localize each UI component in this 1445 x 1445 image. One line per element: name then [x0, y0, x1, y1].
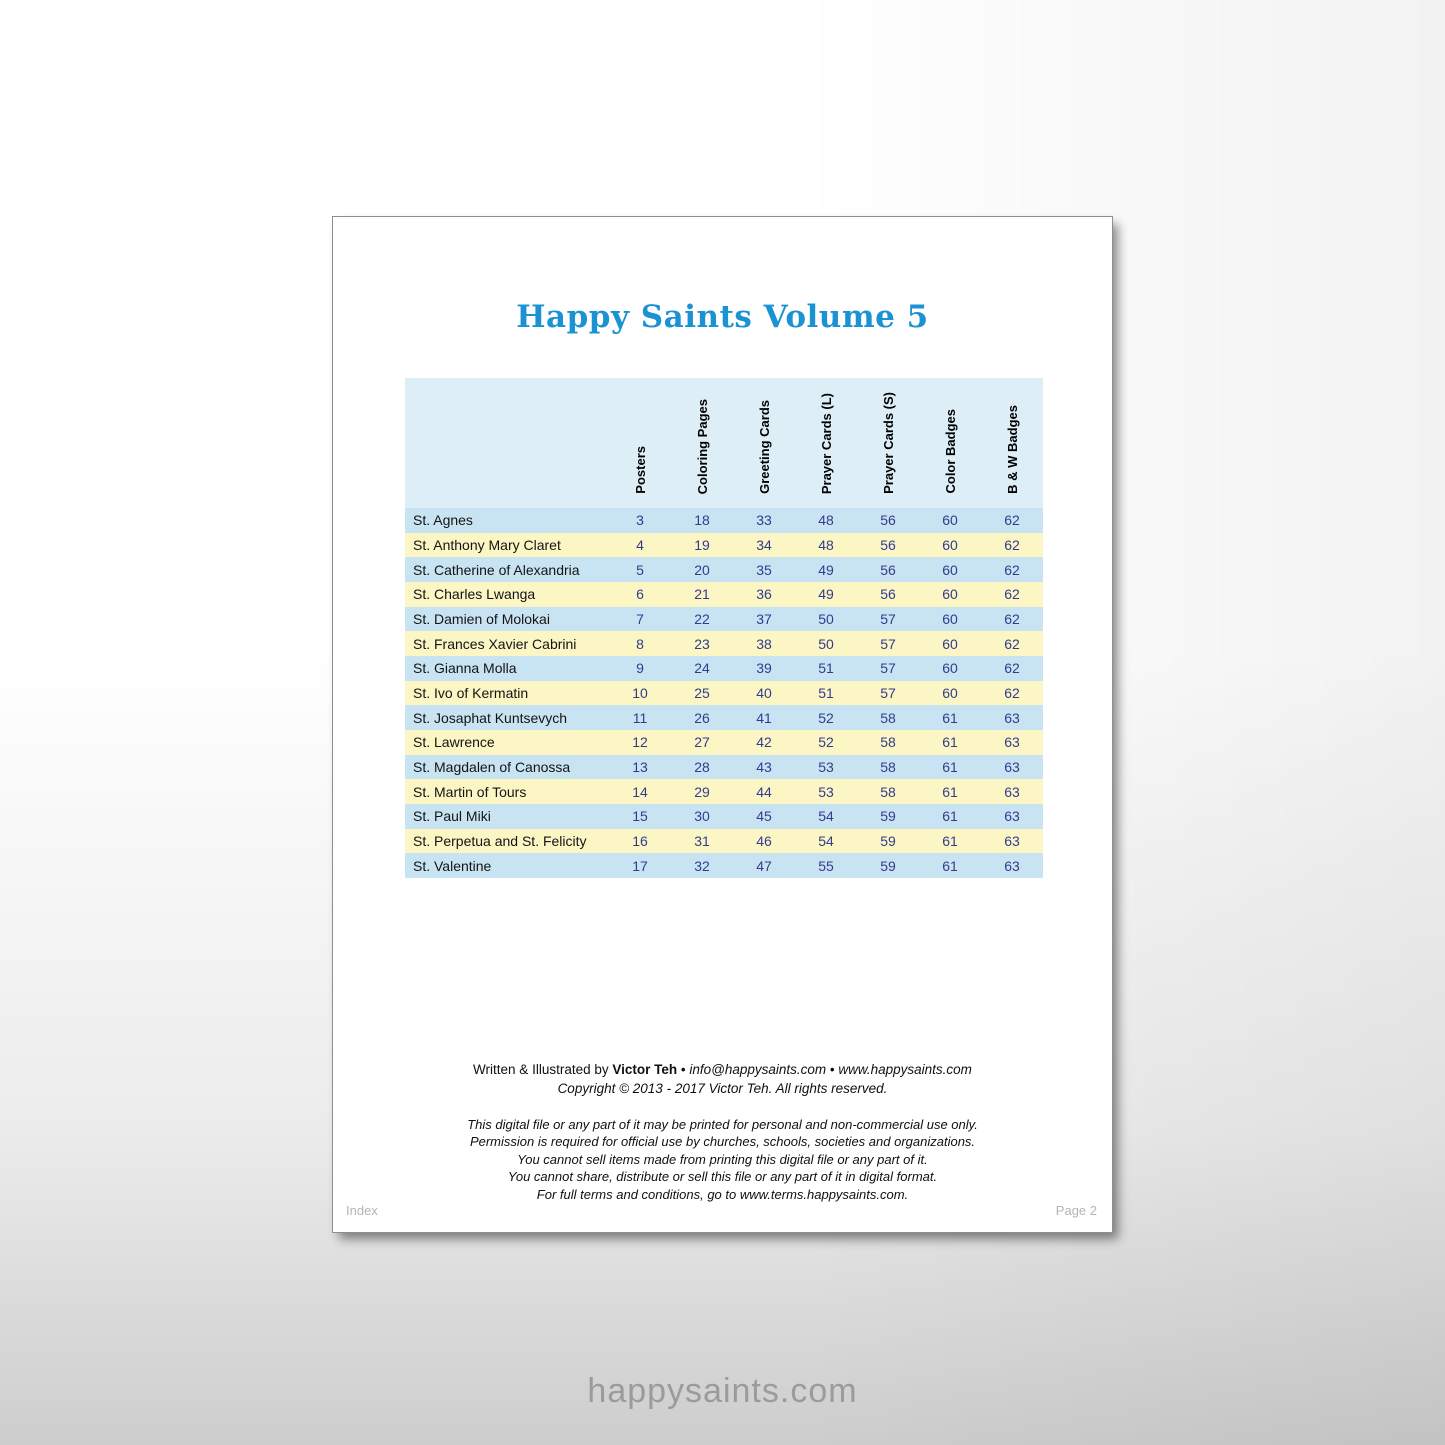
saint-name: St. Anthony Mary Claret	[413, 536, 561, 553]
table-row	[405, 804, 1043, 829]
page-number-cell: 62	[1004, 684, 1020, 701]
page-number-cell: 61	[942, 783, 958, 800]
table-row	[405, 755, 1043, 780]
table-row	[405, 656, 1043, 681]
saint-name: St. Josaphat Kuntsevych	[413, 709, 568, 726]
column-header-label: Posters	[632, 446, 648, 494]
page-number-cell: 4	[636, 536, 644, 553]
page-number-cell: 35	[756, 561, 772, 578]
table-row	[405, 779, 1043, 804]
page-number-cell: 6	[636, 586, 644, 603]
page-number-cell: 21	[694, 586, 710, 603]
terms-line: Permission is required for official use by churches, schools, societies and organizations.	[469, 1134, 976, 1150]
column-header-label: Coloring Pages	[694, 398, 710, 494]
page-number-cell: 32	[694, 857, 710, 874]
page-number-cell: 42	[756, 734, 772, 751]
saint-name: St. Paul Miki	[413, 808, 491, 825]
page-number-cell: 59	[880, 857, 896, 874]
credits-author: Victor Teh	[612, 1062, 678, 1077]
page-number-cell: 63	[1004, 857, 1020, 874]
table-row	[405, 607, 1043, 632]
page-number-cell: 53	[818, 783, 834, 800]
page-number-cell: 41	[756, 709, 772, 726]
page-number-cell: 63	[1004, 808, 1020, 825]
page-number-cell: 52	[818, 709, 834, 726]
page-number-cell: 49	[818, 561, 834, 578]
document-page	[332, 216, 1113, 1233]
page-number-cell: 26	[694, 709, 710, 726]
page-number-cell: 61	[942, 758, 958, 775]
credits-block	[333, 1061, 1112, 1098]
page-number-cell: 51	[818, 684, 834, 701]
table-row	[405, 582, 1043, 607]
table-row	[405, 557, 1043, 582]
page-number-cell: 12	[632, 734, 648, 751]
page-number-cell: 60	[942, 635, 958, 652]
footer-section-label: Index	[346, 1203, 378, 1218]
saint-name: St. Magdalen of Canossa	[413, 758, 571, 775]
terms-block	[333, 1116, 1112, 1203]
page-number-cell: 62	[1004, 586, 1020, 603]
page-number-cell: 20	[694, 561, 710, 578]
credits-separator: •	[677, 1062, 690, 1077]
credits-website: www.happysaints.com	[838, 1062, 972, 1077]
page-number-cell: 61	[942, 709, 958, 726]
page-number-cell: 22	[694, 610, 710, 627]
table-row	[405, 533, 1043, 558]
page-number-cell: 27	[694, 734, 710, 751]
saint-name: St. Charles Lwanga	[413, 586, 536, 603]
page-number-cell: 8	[636, 635, 644, 652]
table-row	[405, 631, 1043, 656]
watermark-text: happysaints.com	[587, 1372, 858, 1410]
page-number-cell: 61	[942, 857, 958, 874]
page-number-cell: 62	[1004, 512, 1020, 529]
page-number-cell: 43	[756, 758, 772, 775]
saint-name: St. Frances Xavier Cabrini	[413, 635, 577, 652]
page-number-cell: 36	[756, 586, 772, 603]
page-number-cell: 48	[818, 512, 834, 529]
page-number-cell: 50	[818, 635, 834, 652]
page-number-cell: 63	[1004, 758, 1020, 775]
page-number-cell: 40	[756, 684, 772, 701]
page-number-cell: 49	[818, 586, 834, 603]
page-number-cell: 62	[1004, 635, 1020, 652]
page-number-cell: 54	[818, 832, 834, 849]
table-row	[405, 853, 1043, 878]
table-row	[405, 508, 1043, 533]
page-number-cell: 31	[694, 832, 710, 849]
terms-line: You cannot sell items made from printing this digital file or any part of it.	[517, 1151, 928, 1167]
page-number-cell: 50	[818, 610, 834, 627]
page-number-cell: 56	[880, 536, 896, 553]
credits-email: info@happysaints.com	[689, 1062, 827, 1077]
page-number-cell: 62	[1004, 660, 1020, 677]
page-number-cell: 62	[1004, 610, 1020, 627]
page-number-cell: 33	[756, 512, 772, 529]
credits-separator: •	[826, 1062, 839, 1077]
saint-name: St. Perpetua and St. Felicity	[413, 832, 587, 849]
terms-line: For full terms and conditions, go to www.terms.happysaints.com.	[536, 1186, 909, 1202]
page-number-cell: 28	[694, 758, 710, 775]
page-number-cell: 58	[880, 783, 896, 800]
header-name-spacer	[405, 378, 609, 508]
page-number-cell: 63	[1004, 832, 1020, 849]
page-number-cell: 58	[880, 709, 896, 726]
terms-line: You cannot share, distribute or sell this file or any part of it in digital format.	[507, 1169, 938, 1185]
page-number-cell: 13	[632, 758, 648, 775]
page-title: Happy Saints Volume 5	[516, 299, 929, 335]
page-number-cell: 61	[942, 734, 958, 751]
page-number-cell: 47	[756, 857, 772, 874]
page-number-cell: 52	[818, 734, 834, 751]
page-number-cell: 5	[636, 561, 644, 578]
page-number-cell: 60	[942, 660, 958, 677]
footer-page-number: Page 2	[1055, 1203, 1097, 1218]
page-number-cell: 61	[942, 808, 958, 825]
page-number-cell: 30	[694, 808, 710, 825]
page-number-cell: 60	[942, 610, 958, 627]
page-number-cell: 63	[1004, 709, 1020, 726]
page-number-cell: 16	[632, 832, 648, 849]
page-number-cell: 60	[942, 536, 958, 553]
index-table	[405, 378, 1043, 878]
page-number-cell: 11	[632, 709, 648, 726]
column-header	[981, 378, 1043, 508]
column-header-label: B & W Badges	[1004, 405, 1020, 494]
table-row	[405, 681, 1043, 706]
page-number-cell: 57	[880, 660, 896, 677]
column-header-label: Prayer Cards (L)	[818, 392, 834, 494]
page-number-cell: 61	[942, 832, 958, 849]
page-number-cell: 15	[632, 808, 648, 825]
page-number-cell: 10	[632, 684, 648, 701]
column-header	[857, 378, 919, 508]
column-header-label: Prayer Cards (S)	[880, 392, 896, 494]
saint-name: St. Martin of Tours	[413, 783, 527, 800]
column-header	[609, 378, 671, 508]
page-number-cell: 63	[1004, 783, 1020, 800]
page-number-cell: 54	[818, 808, 834, 825]
page-number-cell: 23	[694, 635, 710, 652]
page-number-cell: 46	[756, 832, 772, 849]
column-header	[733, 378, 795, 508]
page-number-cell: 24	[694, 660, 710, 677]
page-number-cell: 39	[756, 660, 772, 677]
table-row	[405, 705, 1043, 730]
page-number-cell: 44	[756, 783, 772, 800]
table-header-row	[405, 378, 1043, 508]
page-number-cell: 25	[694, 684, 710, 701]
page-footer	[346, 1203, 1097, 1218]
page-number-cell: 59	[880, 808, 896, 825]
table-row	[405, 730, 1043, 755]
page-number-cell: 17	[632, 857, 648, 874]
credits-line	[333, 1061, 1112, 1080]
page-number-cell: 55	[818, 857, 834, 874]
page-number-cell: 57	[880, 610, 896, 627]
page-number-cell: 37	[756, 610, 772, 627]
copyright-text: Copyright © 2013 - 2017 Victor Teh. All rights reserved.	[557, 1080, 888, 1096]
saint-name: St. Ivo of Kermatin	[413, 684, 529, 701]
page-number-cell: 29	[694, 783, 710, 800]
page-number-cell: 62	[1004, 536, 1020, 553]
page-number-cell: 14	[632, 783, 648, 800]
page-number-cell: 60	[942, 512, 958, 529]
page-number-cell: 59	[880, 832, 896, 849]
page-number-cell: 38	[756, 635, 772, 652]
column-header-label: Color Badges	[942, 409, 958, 494]
saint-name: St. Lawrence	[413, 734, 495, 751]
page-number-cell: 56	[880, 512, 896, 529]
page-number-cell: 60	[942, 684, 958, 701]
table-row	[405, 829, 1043, 854]
page-number-cell: 48	[818, 536, 834, 553]
column-header-label: Greeting Cards	[756, 400, 772, 494]
page-number-cell: 57	[880, 635, 896, 652]
saint-name: St. Valentine	[413, 857, 492, 874]
column-header	[671, 378, 733, 508]
saint-name: St. Catherine of Alexandria	[413, 561, 580, 578]
page-number-cell: 60	[942, 561, 958, 578]
saint-name: St. Gianna Molla	[413, 660, 517, 677]
saint-name: St. Damien of Molokai	[413, 610, 550, 627]
page-number-cell: 18	[694, 512, 710, 529]
page-number-cell: 56	[880, 586, 896, 603]
page-number-cell: 51	[818, 660, 834, 677]
page-number-cell: 60	[942, 586, 958, 603]
page-number-cell: 62	[1004, 561, 1020, 578]
page-number-cell: 53	[818, 758, 834, 775]
page-number-cell: 56	[880, 561, 896, 578]
page-number-cell: 7	[636, 610, 644, 627]
terms-line: This digital file or any part of it may be printed for personal and non-commercial use only.	[467, 1117, 978, 1132]
column-header	[919, 378, 981, 508]
page-number-cell: 58	[880, 734, 896, 751]
page-number-cell: 9	[636, 660, 644, 677]
table-body	[405, 508, 1043, 878]
page-number-cell: 34	[756, 536, 772, 553]
page-number-cell: 19	[694, 536, 710, 553]
page-number-cell: 58	[880, 758, 896, 775]
page-number-cell: 57	[880, 684, 896, 701]
page-number-cell: 63	[1004, 734, 1020, 751]
page-number-cell: 45	[756, 808, 772, 825]
column-header	[795, 378, 857, 508]
credits-prefix: Written & Illustrated by	[473, 1062, 613, 1077]
copyright-line	[333, 1080, 1112, 1099]
saint-name: St. Agnes	[413, 512, 473, 529]
page-number-cell: 3	[636, 512, 644, 529]
